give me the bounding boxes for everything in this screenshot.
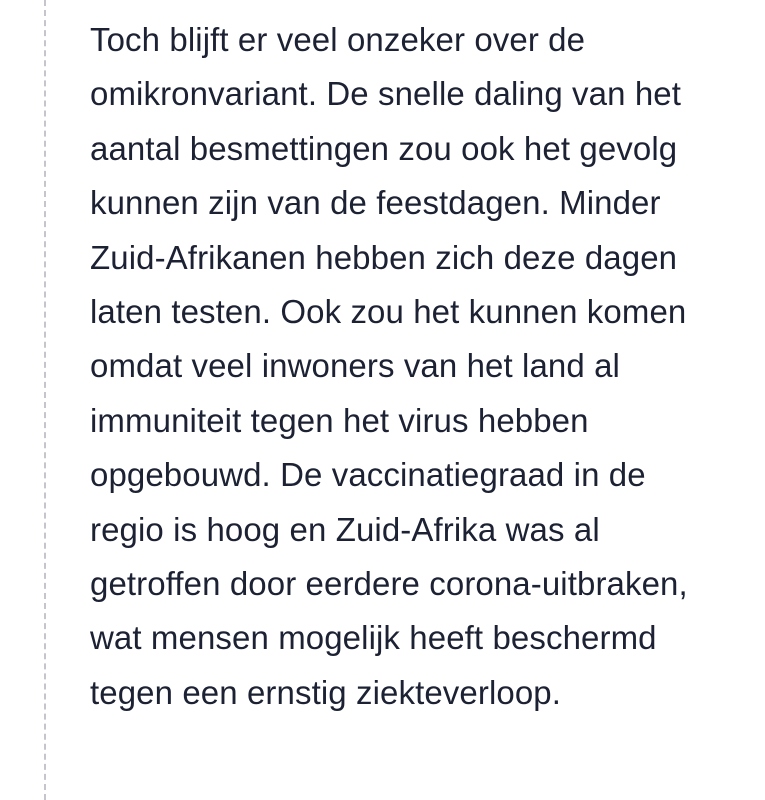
paragraph-line: kunnen zijn van de feestdagen. Minder (90, 184, 661, 222)
paragraph-line: omdat veel inwoners van het land al (90, 347, 620, 385)
paragraph-line: opgebouwd. De vaccinatiegraad in de (90, 456, 646, 494)
paragraph-line: getroffen door eerdere corona-uitbraken, (90, 565, 688, 603)
paragraph-line: aantal besmettingen zou ook het gevolg (90, 129, 678, 167)
paragraph-line: immuniteit tegen het virus hebben (90, 401, 589, 439)
paragraph-line: Toch blijft er veel onzeker over de (90, 21, 586, 58)
paragraph-line: tegen een ernstig ziekteverloop. (90, 673, 562, 711)
paragraph-line: laten testen. Ook zou het kunnen komen (90, 293, 687, 331)
paragraph-line: omikronvariant. De snelle daling van het (90, 75, 681, 113)
paragraph-line: wat mensen mogelijk heeft beschermd (90, 619, 657, 657)
paragraph-line: regio is hoog en Zuid-Afrika was al (90, 510, 600, 548)
article-paragraph (90, 13, 755, 720)
paragraph-line: Zuid-Afrikanen hebben zich deze dagen (90, 238, 678, 276)
quote-dashed-rule (44, 0, 46, 800)
